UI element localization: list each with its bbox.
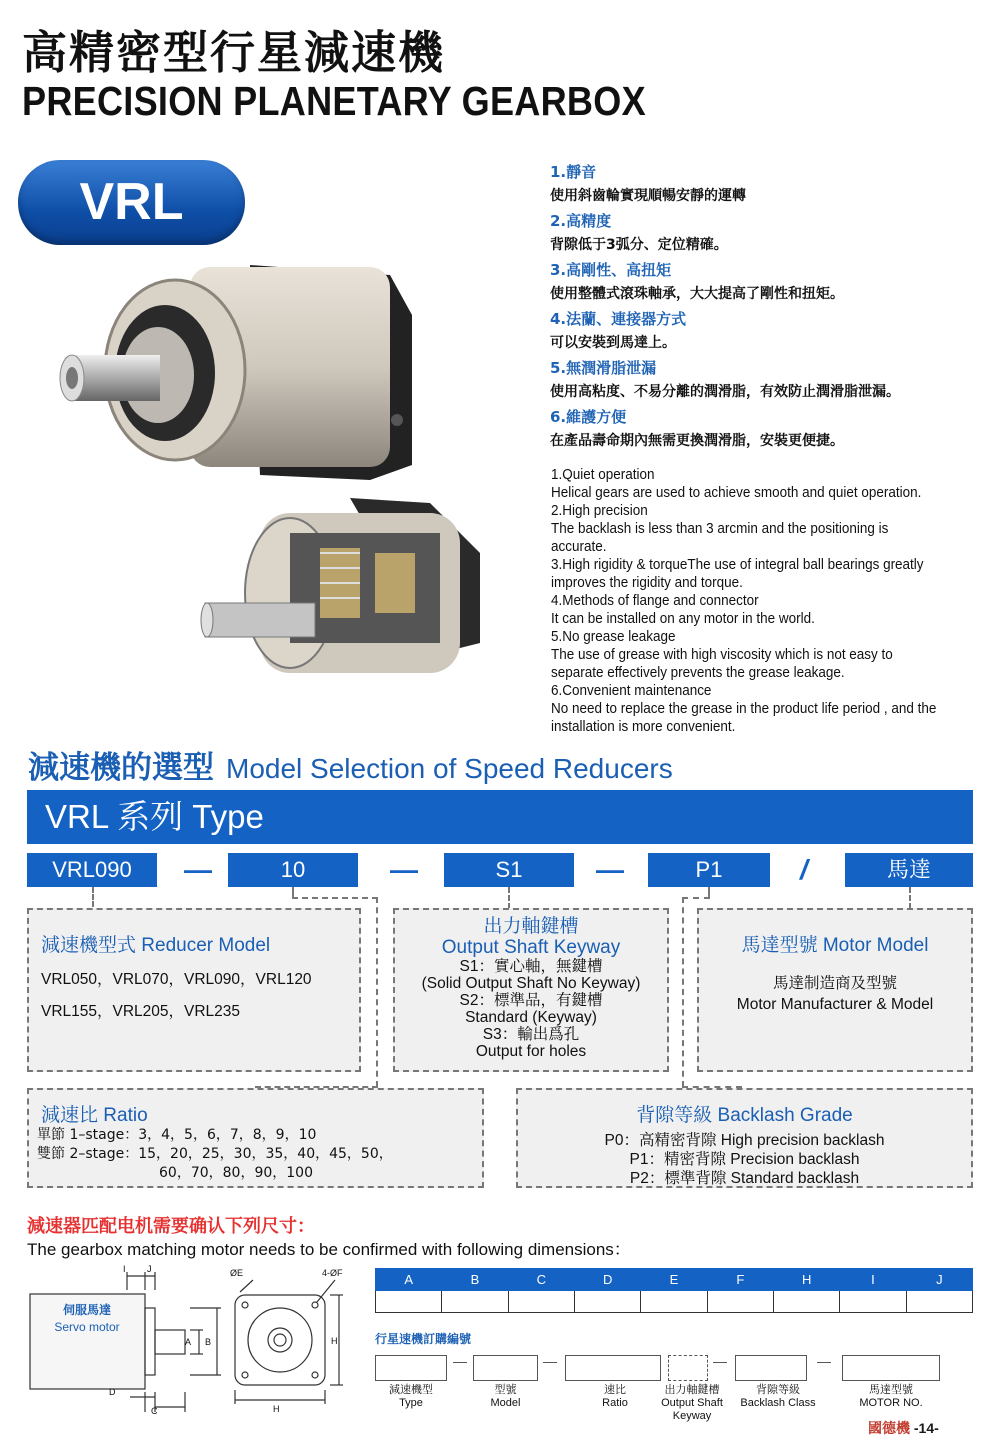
feature-en-line: accurate. <box>551 539 607 555</box>
model-badge-text: VRL <box>79 173 184 231</box>
dimension-header-row <box>376 1269 973 1291</box>
dim-col-header: F <box>707 1269 773 1291</box>
dim-value-cell[interactable] <box>442 1291 508 1313</box>
dimension-value-row <box>376 1291 973 1313</box>
dim-label-B: B <box>205 1337 212 1347</box>
order-label-en: Keyway <box>672 1410 712 1422</box>
features-cn <box>550 160 990 454</box>
reducer-model-list: VRL155，VRL205，VRL235 <box>41 1003 241 1020</box>
ratio-title: 減速比 Ratio <box>41 1105 148 1126</box>
motor-model-text: 馬達制造商及型號 <box>772 975 897 992</box>
brand-logo: 國德機 <box>868 1421 910 1437</box>
ratio-stage1: 單節 1–stage：3，4，5，6，7，8，9，10 <box>37 1127 317 1143</box>
code-ratio: 10 <box>228 853 358 887</box>
feature-en-line: 5.No grease leakage <box>551 629 676 645</box>
code-separator: — <box>184 854 212 885</box>
feature-title: 5.無潤滑脂泄漏 <box>550 359 657 377</box>
motor-model-box <box>697 908 973 1072</box>
reducer-model-list: VRL050，VRL070，VRL090，VRL120 <box>41 971 312 988</box>
feature-en-line: 3.High rigidity & torqueThe use of integral ball bearings greatly <box>551 557 924 573</box>
feature-item <box>550 209 990 258</box>
dim-value-cell[interactable] <box>773 1291 839 1313</box>
order-box-model[interactable] <box>473 1355 538 1381</box>
dim-col-header: C <box>508 1269 574 1291</box>
dim-value-cell[interactable] <box>376 1291 442 1313</box>
order-label-backlash <box>732 1384 824 1410</box>
order-label-cn: 型號 <box>494 1384 517 1396</box>
feature-title: 2.高精度 <box>550 212 612 230</box>
connector-line <box>682 897 684 1087</box>
feature-desc: 使用斜齒輪實現順暢安靜的運轉 <box>550 188 746 204</box>
motor-model-text: Motor Manufacturer & Model <box>736 996 934 1013</box>
keyway-title-en: Output Shaft Keyway <box>441 937 621 958</box>
dim-col-header: E <box>641 1269 707 1291</box>
feature-title: 1.靜音 <box>550 163 597 181</box>
order-label-en: Model <box>490 1397 521 1409</box>
selection-heading <box>28 742 673 787</box>
feature-en-line: 4.Methods of flange and connector <box>551 593 759 609</box>
feature-en-line: 6.Convenient maintenance <box>551 683 712 699</box>
dim-label-H-side: H <box>331 1336 338 1346</box>
code-slash: / <box>800 854 808 885</box>
code-motor: 馬達 <box>845 853 973 887</box>
requirement-en: The gearbox matching motor needs to be confirmed with following dimensions： <box>27 1240 631 1259</box>
dim-label-H: H <box>273 1404 280 1414</box>
dim-label-F: 4-ØF <box>322 1268 343 1278</box>
feature-desc: 可以安裝到馬達上。 <box>550 335 676 351</box>
order-label-keyway <box>652 1384 732 1423</box>
feature-en-line: It can be installed on any motor in the world. <box>551 611 815 627</box>
dim-label-J: J <box>147 1264 152 1274</box>
order-label-en: MOTOR NO. <box>859 1397 923 1409</box>
connector-line <box>92 887 94 907</box>
keyway-title-cn: 出力軸鍵槽 <box>483 916 579 937</box>
model-badge <box>18 160 245 245</box>
dim-label-A: A <box>185 1337 192 1347</box>
dim-col-header: D <box>574 1269 640 1291</box>
dim-col-header: J <box>906 1269 972 1291</box>
feature-item <box>550 160 990 209</box>
servo-label-en: Servo motor <box>54 1320 120 1334</box>
feature-en-line: separate effectively prevents the grease leakage. <box>551 665 845 681</box>
order-label-cn: 馬達型號 <box>869 1384 913 1396</box>
ratio-stage2: 雙節 2–stage：15，20，25，30，35，40，45，50， <box>37 1146 393 1162</box>
keyway-option: (Solid Output Shaft No Keyway) <box>421 975 641 992</box>
dim-value-cell[interactable] <box>641 1291 707 1313</box>
order-label-motor <box>842 1384 940 1410</box>
order-box-motor[interactable] <box>842 1355 940 1381</box>
feature-item <box>550 258 990 307</box>
ratio-box <box>27 1088 484 1188</box>
connector-line <box>376 897 378 1087</box>
feature-en-line: installation is more convenient. <box>551 719 736 735</box>
backlash-box <box>516 1088 973 1188</box>
feature-en-line: The use of grease with high viscosity which is not easy to <box>551 647 893 663</box>
order-dash <box>543 1362 557 1363</box>
order-label-en: Ratio <box>602 1397 628 1409</box>
feature-desc: 在產品壽命期內無需更換潤滑脂，安裝更便捷。 <box>550 433 844 449</box>
dim-col-header: B <box>442 1269 508 1291</box>
keyway-option: S1：實心軸，無鍵槽 <box>459 958 603 975</box>
dim-value-cell[interactable] <box>840 1291 906 1313</box>
order-dash <box>713 1362 727 1363</box>
series-banner: VRL 系列 Type <box>27 790 973 844</box>
connector-line <box>682 897 710 899</box>
order-label-en: Type <box>399 1397 423 1409</box>
order-label-cn: 背隙等級 <box>756 1384 800 1396</box>
feature-title: 4.法蘭、連接器方式 <box>550 310 687 328</box>
order-label-en: Output Shaft <box>661 1397 723 1409</box>
backlash-option: P2：標準背隙 Standard backlash <box>629 1170 860 1187</box>
title-en: PRECISION PLANETARY GEARBOX <box>22 78 646 124</box>
order-box-backlash[interactable] <box>735 1355 807 1381</box>
gearbox-image <box>40 255 420 485</box>
keyway-option: Standard (Keyway) <box>465 1009 597 1026</box>
keyway-option: S2：標準品，有鍵槽 <box>459 992 603 1009</box>
feature-title: 6.維護方便 <box>550 408 627 426</box>
dim-col-header: H <box>773 1269 839 1291</box>
order-code-title: 行星速機訂購編號 <box>375 1332 472 1346</box>
footer <box>868 1418 939 1438</box>
order-box-type[interactable] <box>375 1355 447 1381</box>
order-label-cn: 減速機型 <box>389 1384 433 1396</box>
order-box-keyway[interactable] <box>668 1355 708 1381</box>
features-en <box>551 466 960 736</box>
reducer-model-box <box>27 908 361 1072</box>
connector-line <box>292 897 378 899</box>
feature-desc: 使用高粘度、不易分離的潤滑脂，有效防止潤滑脂泄漏。 <box>550 384 900 400</box>
motor-model-title: 馬達型號 Motor Model <box>741 935 929 956</box>
order-label-cn: 出力軸鍵槽 <box>664 1384 720 1396</box>
dim-label-I: I <box>123 1264 126 1274</box>
requirement-cn: 減速器匹配电机需要确认下列尺寸： <box>27 1216 315 1237</box>
code-separator: — <box>596 854 624 885</box>
order-box-ratio[interactable] <box>565 1355 661 1381</box>
connector-line <box>708 887 710 897</box>
order-dash <box>817 1362 831 1363</box>
keyway-box <box>393 908 669 1072</box>
feature-title: 3.高剛性、高扭矩 <box>550 261 672 279</box>
gearbox-cutaway-image <box>200 493 490 693</box>
reducer-model-title: 減速機型式 Reducer Model <box>41 935 271 956</box>
connector-line <box>292 887 294 897</box>
feature-en-line: The backlash is less than 3 arcmin and the positioning is <box>551 521 889 537</box>
keyway-option: Output for holes <box>475 1043 587 1060</box>
keyway-option: S3：輸出爲孔 <box>482 1026 580 1043</box>
feature-en-line: improves the rigidity and torque. <box>551 575 743 591</box>
selection-title-cn: 減速機的選型 <box>28 750 214 786</box>
feature-en-line: 2.High precision <box>551 503 648 519</box>
feature-item <box>550 307 990 356</box>
feature-item <box>550 356 990 405</box>
feature-item <box>550 405 990 454</box>
feature-desc: 背隙低于3弧分、定位精確。 <box>550 237 728 253</box>
dim-col-header: I <box>840 1269 906 1291</box>
code-separator: — <box>390 854 418 885</box>
code-keyway: S1 <box>444 853 574 887</box>
dim-value-cell[interactable] <box>574 1291 640 1313</box>
page-number: -14- <box>913 1420 939 1436</box>
dim-col-header: A <box>376 1269 442 1291</box>
order-label-model <box>473 1384 538 1410</box>
selection-title-en: Model Selection of Speed Reducers <box>226 753 673 784</box>
feature-desc: 使用整體式滾珠軸承，大大提高了剛性和扭矩。 <box>550 286 844 302</box>
dim-label-C: C <box>151 1406 158 1416</box>
feature-en-line: 1.Quiet operation <box>551 467 655 483</box>
dim-label-E: ØE <box>230 1268 244 1278</box>
ratio-stage2-cont: 60，70，80，90，100 <box>159 1165 313 1181</box>
code-backlash: P1 <box>648 853 770 887</box>
order-label-type <box>375 1384 447 1410</box>
dimension-table <box>375 1268 973 1313</box>
servo-label-cn: 伺服馬達 <box>62 1303 112 1317</box>
feature-en-line: No need to replace the grease in the product life period , and the <box>551 701 937 717</box>
order-label-ratio <box>585 1384 645 1410</box>
title-cn: 高精密型行星減速機 <box>22 26 446 79</box>
motor-dimension-drawing <box>25 1262 370 1427</box>
connector-line <box>909 887 911 909</box>
order-label-en: Backlash Class <box>740 1397 816 1409</box>
connector-line <box>508 887 510 909</box>
order-label-cn: 速比 <box>604 1384 626 1396</box>
dim-value-cell[interactable] <box>707 1291 773 1313</box>
dim-value-cell[interactable] <box>906 1291 972 1313</box>
dim-value-cell[interactable] <box>508 1291 574 1313</box>
order-dash <box>453 1362 467 1363</box>
dim-label-D: D <box>109 1387 116 1397</box>
backlash-option: P1：精密背隙 Precision backlash <box>629 1151 860 1168</box>
backlash-option: P0：高精密背隙 High precision backlash <box>604 1132 885 1149</box>
feature-en-line: Helical gears are used to achieve smooth and quiet operation. <box>551 485 922 501</box>
backlash-title: 背隙等級 Backlash Grade <box>636 1105 853 1126</box>
code-model: VRL090 <box>27 853 157 887</box>
